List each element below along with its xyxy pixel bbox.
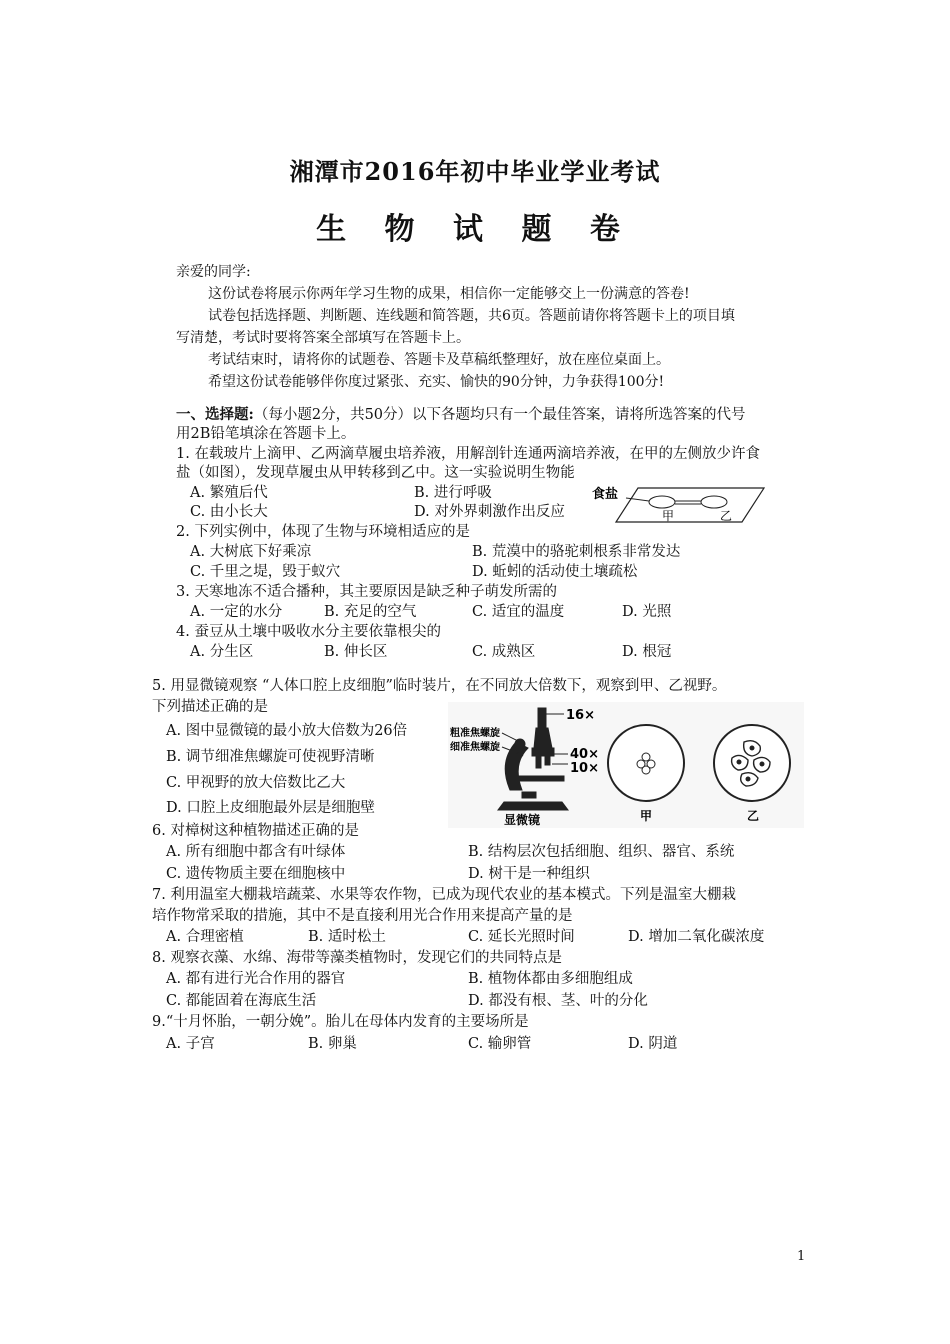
q4-option-c: C. 成熟区 bbox=[472, 644, 536, 660]
q5-option-b: B. 调节细准焦螺旋可使视野清晰 bbox=[166, 749, 375, 765]
intro-paragraph-4: 希望这份试卷能够伴你度过紧张、充实、愉快的90分钟，力争获得100分! bbox=[208, 374, 665, 390]
q6-option-d: D. 树干是一种组织 bbox=[468, 866, 590, 882]
field-yi bbox=[714, 725, 790, 801]
q7-option-b: B. 适时松土 bbox=[308, 929, 386, 945]
q2-option-d: D. 蚯蚓的活动使土壤疏松 bbox=[472, 564, 638, 580]
q2-option-b: B. 荒漠中的骆驼刺根系非常发达 bbox=[472, 544, 681, 560]
q5-stem: 5. 用显微镜观察 “人体口腔上皮细胞”临时装片，在不同放大倍数下，观察到甲、乙视野。 bbox=[152, 678, 727, 694]
q7-option-d: D. 增加二氧化碳浓度 bbox=[628, 929, 765, 945]
q3-option-a: A. 一定的水分 bbox=[190, 604, 283, 620]
q4-stem: 4. 蚕豆从土壤中吸收水分主要依靠根尖的 bbox=[176, 624, 441, 640]
intro-paragraph-1: 这份试卷将展示你两年学习生物的成果，相信你一定能够交上一份满意的答卷! bbox=[208, 286, 690, 302]
mirror bbox=[522, 792, 536, 798]
q9-option-b: B. 卵巢 bbox=[308, 1036, 357, 1052]
label-microscope: 显微镜 bbox=[504, 813, 541, 827]
q8-option-a: A. 都有进行光合作用的器官 bbox=[166, 971, 346, 987]
intro-greeting: 亲爱的同学: bbox=[176, 264, 251, 280]
base bbox=[498, 802, 568, 810]
label-salt: 食盐 bbox=[592, 487, 619, 502]
slide-diagram bbox=[592, 482, 772, 528]
intro-paragraph-2a: 试卷包括选择题、判断题、连线题和简答题，共6页。答题前请你将答题卡上的项目填 bbox=[208, 308, 735, 324]
q1-option-b: B. 进行呼吸 bbox=[414, 485, 492, 501]
q2-option-c: C. 千里之堤，毁于蚁穴 bbox=[190, 564, 341, 580]
label-40x: 40× bbox=[570, 747, 599, 762]
q9-option-a: A. 子宫 bbox=[166, 1036, 215, 1052]
q5-option-d: D. 口腔上皮细胞最外层是细胞壁 bbox=[166, 800, 375, 816]
q6-option-a: A. 所有细胞中都含有叶绿体 bbox=[166, 844, 346, 860]
label-yi: 乙 bbox=[720, 509, 733, 523]
q3-stem: 3. 天寒地冻不适合播种，其主要原因是缺乏种子萌发所需的 bbox=[176, 584, 557, 600]
section-title: 一、选择题: bbox=[176, 406, 254, 423]
q3-option-d: D. 光照 bbox=[622, 604, 672, 620]
exam-title: 湘潭市2016年初中毕业学业考试 bbox=[289, 157, 661, 186]
q3-option-c: C. 适宜的温度 bbox=[472, 604, 565, 620]
q1-option-a: A. 繁殖后代 bbox=[190, 485, 268, 501]
q8-option-b: B. 植物体都由多细胞组成 bbox=[468, 971, 633, 987]
glass-slide bbox=[616, 488, 764, 522]
label-field-yi: 乙 bbox=[747, 809, 760, 823]
q8-option-d: D. 都没有根、茎、叶的分化 bbox=[468, 993, 648, 1009]
label-field-jia: 甲 bbox=[640, 809, 653, 823]
stage bbox=[512, 776, 564, 781]
objective-40 bbox=[536, 756, 541, 768]
label-16x: 16× bbox=[566, 708, 595, 723]
q5-stem-2: 下列描述正确的是 bbox=[152, 699, 268, 715]
q5-option-a: A. 图中显微镜的最小放大倍数为26倍 bbox=[166, 723, 408, 739]
q8-stem: 8. 观察衣藻、水绵、海带等藻类植物时，发现它们的共同特点是 bbox=[152, 950, 562, 966]
q4-option-b: B. 伸长区 bbox=[324, 644, 388, 660]
q7-stem: 7. 利用温室大棚栽培蔬菜、水果等农作物，已成为现代农业的基本模式。下列是温室大棚栽 bbox=[152, 887, 736, 903]
q6-stem: 6. 对樟树这种植物描述正确的是 bbox=[152, 823, 359, 839]
intro-paragraph-3: 考试结束时，请将你的试题卷、答题卡及草稿纸整理好，放在座位桌面上。 bbox=[208, 352, 670, 368]
section-heading bbox=[176, 403, 746, 424]
q2-stem: 2. 下列实例中，体现了生物与环境相适应的是 bbox=[176, 524, 470, 540]
q6-option-b: B. 结构层次包括细胞、组织、器官、系统 bbox=[468, 844, 735, 860]
q9-option-d: D. 阴道 bbox=[628, 1036, 678, 1052]
intro-paragraph-2b: 写清楚，考试时要将答案全部填写在答题卡上。 bbox=[176, 330, 470, 346]
objective-10 bbox=[545, 756, 550, 765]
q1-stem-2: 盐（如图），发现草履虫从甲转移到乙中。这一实验说明生物能 bbox=[176, 465, 575, 481]
q5-option-c: C. 甲视野的放大倍数比乙大 bbox=[166, 775, 346, 791]
q7-option-a: A. 合理密植 bbox=[166, 929, 244, 945]
q1-option-c: C. 由小长大 bbox=[190, 504, 268, 520]
label-coarse: 粗准焦螺旋 bbox=[450, 728, 500, 739]
q7-option-c: C. 延长光照时间 bbox=[468, 929, 575, 945]
microscope-figure bbox=[448, 702, 804, 828]
q1-stem: 1. 在载玻片上滴甲、乙两滴草履虫培养液，用解剖针连通两滴培养液，在甲的左侧放少许食 bbox=[176, 446, 760, 462]
label-fine: 细准焦螺旋 bbox=[450, 742, 500, 753]
paper-subtitle: 生 物 试 题 卷 bbox=[316, 212, 634, 247]
section-desc: （每小题2分，共50分）以下各题均只有一个最佳答案，请将所选答案的代号 bbox=[253, 407, 746, 423]
drop-jia bbox=[649, 496, 675, 508]
label-jia: 甲 bbox=[662, 509, 675, 523]
section-desc-2: 用2B铅笔填涂在答题卡上。 bbox=[176, 426, 356, 442]
q7-stem-2: 培作物常采取的措施，其中不是直接利用光合作用来提高产量的是 bbox=[152, 908, 573, 924]
q6-option-c: C. 遗传物质主要在细胞核中 bbox=[166, 866, 346, 882]
q8-option-c: C. 都能固着在海底生活 bbox=[166, 993, 317, 1009]
q1-option-d: D. 对外界刺激作出反应 bbox=[414, 504, 565, 520]
nosepiece bbox=[532, 748, 554, 756]
q2-option-a: A. 大树底下好乘凉 bbox=[190, 544, 312, 560]
page-number: 1 bbox=[797, 1249, 806, 1264]
q4-option-a: A. 分生区 bbox=[190, 644, 254, 660]
q9-stem: 9.“十月怀胎，一朝分娩”。胎儿在母体内发育的主要场所是 bbox=[152, 1014, 529, 1030]
q4-option-d: D. 根冠 bbox=[622, 644, 672, 660]
q3-option-b: B. 充足的空气 bbox=[324, 604, 417, 620]
label-10x: 10× bbox=[570, 761, 599, 776]
drop-yi bbox=[701, 496, 727, 508]
field-jia bbox=[608, 725, 684, 801]
q9-option-c: C. 输卵管 bbox=[468, 1036, 532, 1052]
eyepiece bbox=[538, 708, 546, 728]
